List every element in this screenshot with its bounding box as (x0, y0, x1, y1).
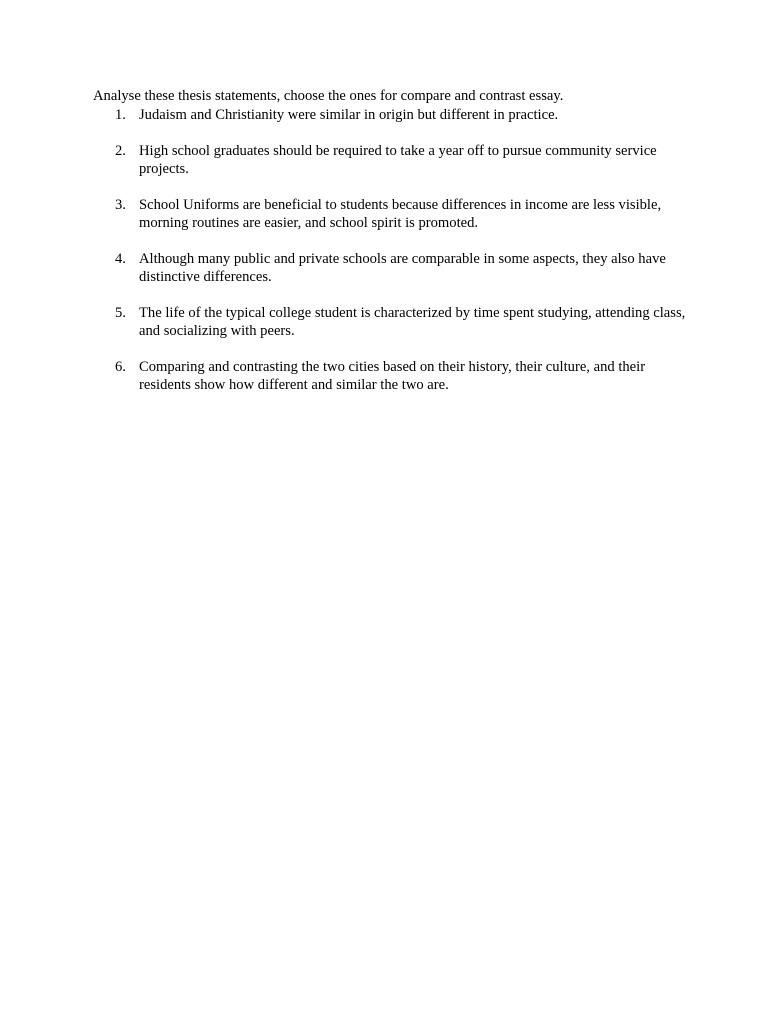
list-item-text: Judaism and Christianity were similar in origin but different in practice. (139, 107, 559, 123)
list-item-text: The life of the typical college student is characterized by time spent studying, attending class, and socializing with peers. (139, 305, 686, 339)
list-item (93, 196, 693, 232)
list-item (93, 250, 693, 286)
list-item-number: 4. (115, 251, 126, 267)
document-body (93, 87, 693, 412)
list-item-text: High school graduates should be required to take a year off to pursue community service projects. (139, 143, 657, 177)
list-item-number: 2. (115, 143, 126, 159)
list-item (93, 358, 693, 394)
list-item-text: School Uniforms are beneficial to students because differences in income are less visible, morning routines are easier, and school spirit is promoted. (139, 197, 662, 231)
list-item (93, 106, 693, 124)
list-item-number: 6. (115, 359, 126, 375)
list-item-number: 5. (115, 305, 126, 321)
list-item-number: 1. (115, 107, 126, 123)
list-item-number: 3. (115, 197, 126, 213)
list-item (93, 142, 693, 178)
instruction-text: Analyse these thesis statements, choose the ones for compare and contrast essay. (93, 88, 564, 104)
list-item-text: Comparing and contrasting the two cities based on their history, their culture, and their residents show how different and similar the two are. (139, 359, 646, 393)
list-item-text: Although many public and private schools are comparable in some aspects, they also have distinctive differences. (139, 251, 666, 285)
thesis-list (93, 106, 693, 394)
list-item (93, 304, 693, 340)
